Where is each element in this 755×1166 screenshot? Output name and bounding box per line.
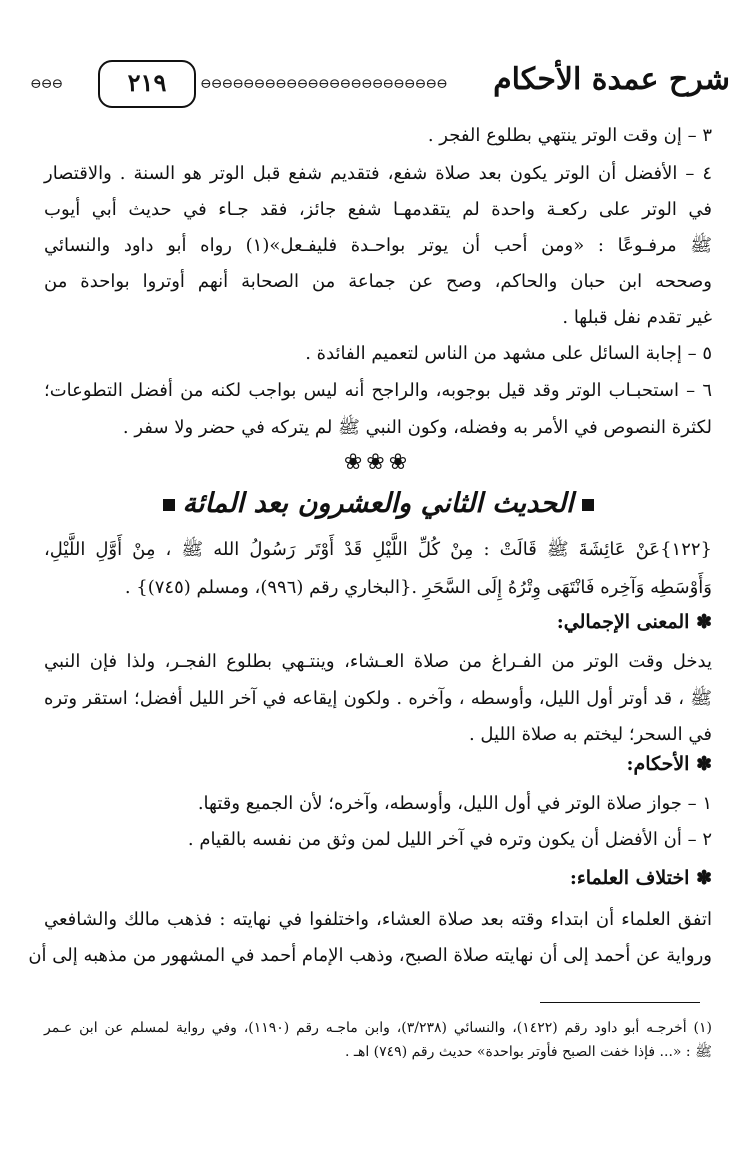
ruling-2: ٢ – أن الأفضل أن يكون وتره في آخر الليل لمن وثق من نفسه بالقيام . <box>187 829 712 850</box>
point-4-line-4: وصححه ابن حبان والحاكم، وصح عن جماعة من الصحابة أنهم أوتروا بواحدة من <box>44 271 712 292</box>
point-6-line-2: لكثرة النصوص في الأمر به وفضله، وكون النبي ﷺ لم يتركه في حضر ولا سفر . <box>122 417 712 438</box>
meaning-line-1: يدخل وقت الوتر من الفـراغ من صلاة العـشاء، وينتـهي بطلوع الفجـر، ولذا فإن النبي <box>44 651 712 672</box>
footnote-line-2: ﷺ : «... فإذا خفت الصبح فأوتر بواحدة» حديث رقم (٧٤٩) اهـ . <box>344 1044 712 1060</box>
point-4-line-2: في الوتر على ركعـة واحدة لم يتقدمهـا شفع جائز، فقد جـاء في حديث أبي أيوب <box>44 199 712 220</box>
footnote-divider <box>540 1002 700 1003</box>
page-header <box>30 58 730 110</box>
meaning-line-2: ﷺ ، قد أوتر أول الليل، وأوسطه ، وآخره . ولكون إيقاعه في آخر الليل أفضل؛ استقر وتره <box>44 688 712 709</box>
square-bullet-icon <box>582 499 594 511</box>
disagreement-line-1: اتفق العلماء أن ابتداء وقته بعد صلاة العشاء، واختلفوا في نهايته : فذهب مالك والشافعي <box>44 909 712 930</box>
hadith-heading-text: الحديث الثاني والعشرون بعد المائة <box>182 488 574 519</box>
chain-ornament-right: ⊖⊖⊖⊖⊖⊖⊖⊖⊖⊖⊖⊖⊖⊖⊖⊖⊖⊖⊖⊖⊖⊖⊖ <box>200 76 447 90</box>
page-number-frame <box>98 60 196 108</box>
hadith-line-2: وَأَوْسَطِه وَآخِره فَانْتَهَى وِتْرُهُ إِلَى السَّحَرِ .{البخاري رقم (٩٩٦)، ومسلم (٧٤٥)} . <box>124 577 712 598</box>
point-4-line-5: غير تقدم نفل قبلها . <box>562 307 712 328</box>
running-title: شرح عمدة الأحكام <box>493 62 730 97</box>
section-ornament: ❀❀❀ <box>343 450 412 475</box>
footnote-line-1: (١) أخرجـه أبو داود رقم (١٤٢٢)، والنسائي (٣/٢٣٨)، وابن ماجـه رقم (١١٩٠)، وفي رواية لمسلم عن ابن عـمر <box>44 1020 712 1036</box>
disagreement-heading: ✽ اختلاف العلماء: <box>569 867 712 889</box>
ruling-1: ١ – جواز صلاة الوتر في أول الليل، وأوسطه، وآخره؛ لأن الجميع وقتها. <box>197 793 712 814</box>
meaning-heading: ✽ المعنى الإجمالي: <box>556 611 712 633</box>
rulings-heading: ✽ الأحكام: <box>626 753 712 775</box>
point-3: ٣ – إن وقت الوتر ينتهي بطلوع الفجر . <box>427 125 712 146</box>
page-number: ٢١٩ <box>127 68 167 97</box>
hadith-heading <box>44 488 712 519</box>
point-4-line-3: ﷺ مرفـوعًا : «ومن أحب أن يوتر بواحـدة فليفـعل»(١) رواه أبو داود والنسائي <box>44 235 712 256</box>
point-5: ٥ – إجابة السائل على مشهد من الناس لتعميم الفائدة . <box>305 343 712 364</box>
chain-ornament-left: ⊖⊖⊖ <box>30 76 63 90</box>
hadith-line-1: {١٢٢}عَنْ عَائِشَةَ ﷺ قَالَتْ : مِنْ كُلِّ اللَّيْلِ قَدْ أَوْتَر رَسُولُ الله ﷺ ، مِنْ أَوَّلِ اللَّيْلِ، <box>44 539 712 560</box>
point-6-line-1: ٦ – استحبـاب الوتر وقد قيل بوجوبه، والراجح أنه ليس بواجب لكنه من أفضل التطوعات؛ <box>44 380 712 401</box>
point-4-line-1: ٤ – الأفضل أن الوتر يكون بعد صلاة شفع، فتقديم شفع قبل الوتر هو السنة . والاقتصار <box>44 163 712 184</box>
square-bullet-icon <box>163 499 175 511</box>
disagreement-line-2: ورواية عن أحمد إلى أن نهايته صلاة الصبح، وذهب الإمام أحمد في المشهور من مذهبه إلى أن <box>28 945 712 966</box>
meaning-line-3: في السحر؛ ليختم به صلاة الليل . <box>468 724 712 745</box>
